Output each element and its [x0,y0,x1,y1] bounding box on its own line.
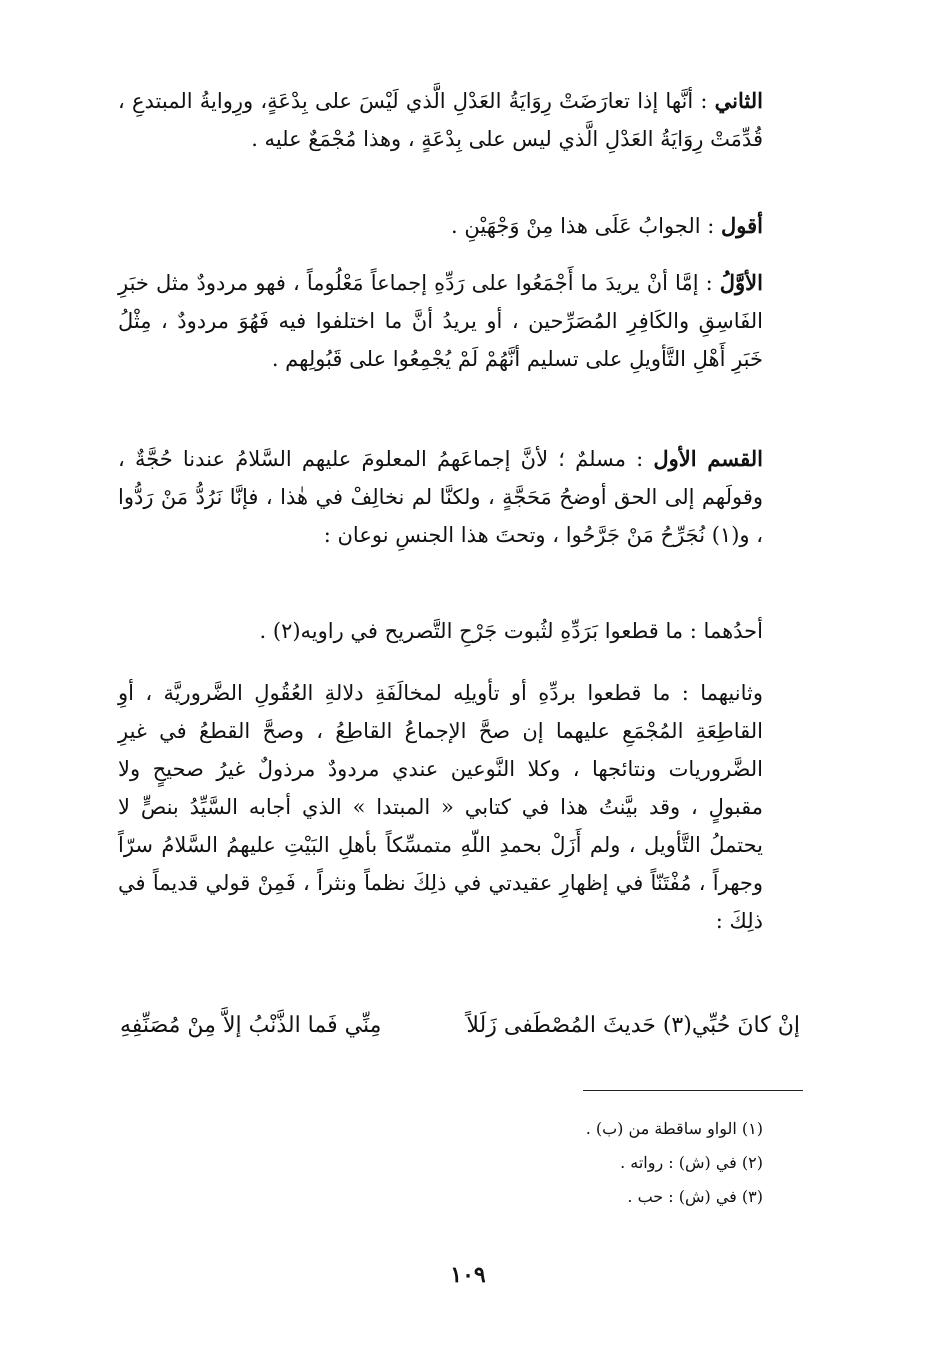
paragraph-text: أحدُهما : ما قطعوا بَرَدِّهِ لثُبوت جَرْحِ التَّصريح في راويه(٢) . [259,619,763,643]
paragraph-second-type [118,674,763,940]
paragraph-text: وثانيهما : ما قطعوا بردِّهِ أو تأويلِه لمخالَفَةِ دلالةِ العُقُولِ الضَّروريَّة ، أوِ القاطِعَةِ المُجْمَعِ عليهما إن صحَّ الإجماعُ القاطِعُ ، وصحَّ القطعُ في غيرِ الضَّروريات ونتائجها ، وكلا النَّوعين عندي مردودٌ مرذولٌ غيرُ صحيحٍ ولا مقبولٍ ، وقد بيَّنتُ هذا في كتابي « المبتدا » الذي أجابه السَّيِّدُ بنصٍّ لا يحتملُ التَّأويل ، ولم أَزَلْ بحمدِ اللّهِ متمسِّكاً بأهلِ البَيْتِ عليهمُ السَّلامُ سرّاً وجهراً ، مُفْتَنّاً في إظهارِ عقيدتي في ذلِكَ نظماً ونثراً ، فَمِنْ قولي قديماً في ذلِكَ : [118,681,763,933]
poetry-verse [120,1006,800,1046]
footnote-1: (١) الواو ساقطة من (ب) . [585,1119,763,1138]
paragraph-first-section [118,440,763,554]
footnote-3: (٣) في (ش) : حب . [627,1187,763,1206]
paragraph-lead: القسم الأول [653,446,763,471]
paragraph-lead: أقول [721,213,763,238]
paragraph-aqul [118,207,763,245]
paragraph-text: : أنَّها إذا تعارَضَتْ رِوَايَةُ العَدْلِ الَّذي لَيْسَ على بِدْعَةٍ، ورِوايةُ المبتدعِ ، قُدِّمَتْ رِوَايَةُ العَدْلِ الَّذي ليس على بِدْعَةٍ ، وهذا مُجْمَعٌ عليه . [118,89,763,151]
page-number: ١٠٩ [450,1262,486,1288]
paragraph-first-point [118,264,763,378]
verse-second-hemistich: مِنِّي فَما الذَّنْبُ إلاَّ مِنْ مُصَنِّفِهِ [120,1013,382,1038]
paragraph-text: : إمَّا أنْ يريدَ ما أَجْمَعُوا على رَدِّهِ إجماعاً مَعْلُوماً ، فهو مردودٌ مثل خبَرِ الفَاسِقِ والكَافِرِ المُصَرِّحين ، أو يريدُ أنَّ ما اختلفوا فيه فَهُوَ مردودٌ ، مِثْلُ خَبَرِ أَهْلِ التَّأويلِ على تسليم أنَّهُمْ لَمْ يُجْمِعُوا على قَبُولِهم . [118,271,763,371]
footnotes [480,1112,763,1214]
paragraph-text: : الجوابُ عَلَى هذا مِنْ وَجْهَيْنِ . [451,214,722,238]
paragraph-second-point [118,82,763,158]
paragraph-first-type [118,612,763,650]
paragraph-text: : مسلمٌ ؛ لأنَّ إجماعَهمُ المعلومَ عليهم السَّلامُ عندنا حُجَّةٌ ، وقولَهم إلى الحق أوضحُ مَحَجَّةٍ ، ولكنَّا لم نخالِفْ في هٰذا ، فإنَّا نَرُدُّ مَنْ رَدُّوا ، و(١) نُجَرِّحُ مَنْ جَرَّحُوا ، وتحتَ هذا الجنسِ نوعان : [118,447,764,547]
footnote-2: (٢) في (ش) : رواته . [620,1153,763,1172]
paragraph-lead: الأوَّلُ [719,270,763,295]
paragraph-lead: الثاني [714,88,763,113]
footnote-separator [583,1090,803,1091]
verse-first-hemistich: إنْ كانَ حُبِّي(٣) حَديثَ المُصْطَفى زَلَلاً [466,1013,800,1038]
